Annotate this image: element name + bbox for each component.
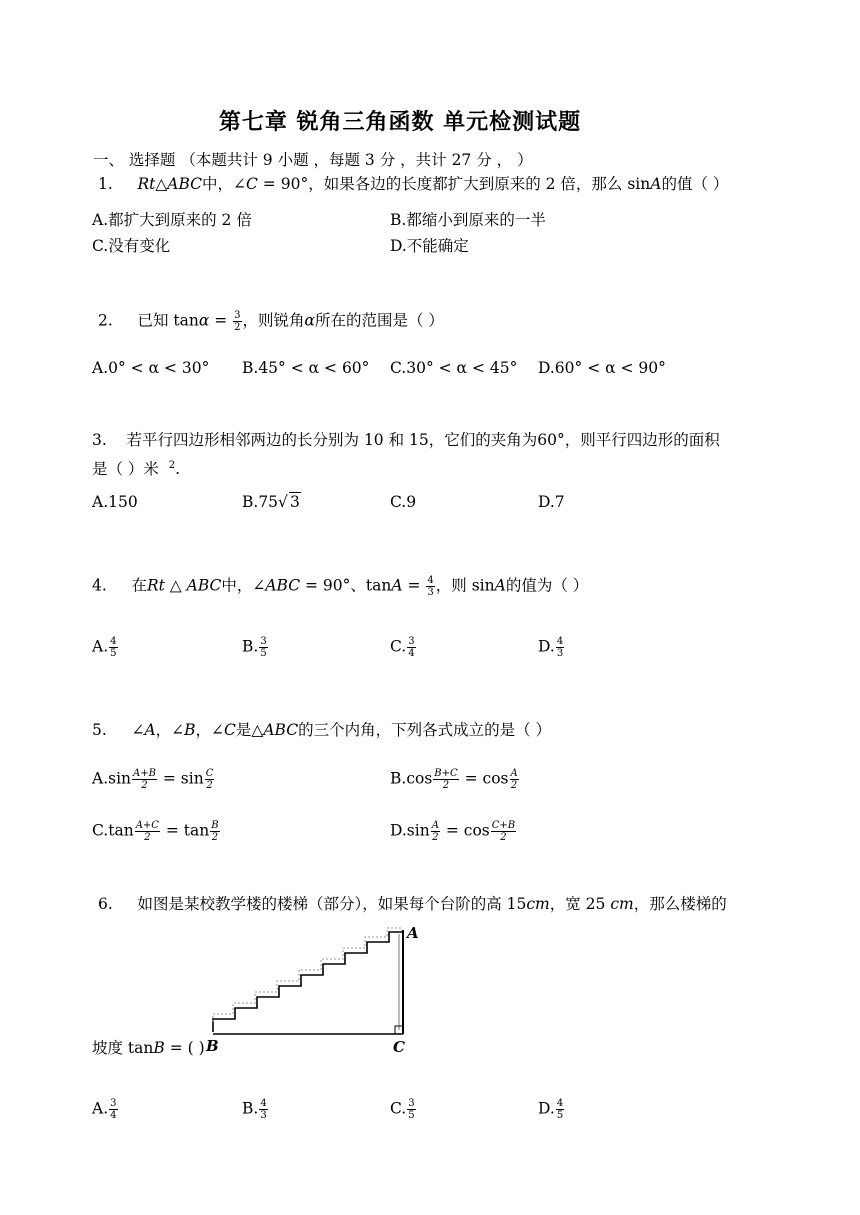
question-1-option-d[interactable]: D.不能确定 (390, 237, 469, 255)
question-3-stem-line-2: 是（ ）米 $^2$. (92, 460, 181, 479)
question-6-option-c[interactable]: C. $\frac{3}{5}$ (390, 1098, 415, 1121)
fraction: $\frac{4}{5}$ (556, 1098, 564, 1121)
fraction: $\frac{3}{4}$ (110, 1098, 117, 1121)
fraction: $\frac{A}{2}$ (431, 820, 439, 843)
question-5-option-d[interactable]: D.sin $\frac{A}{2}$ = cos $\frac{C+B}{2}$ (390, 820, 516, 843)
fraction: $\frac{4}{5}$ (110, 636, 117, 659)
question-3-option-c[interactable]: C.9 (390, 493, 417, 511)
question-4-option-d[interactable]: D. $\frac{4}{3}$ (538, 636, 564, 659)
sqrt-symbol: √ (278, 493, 288, 511)
section-header: 一、 选择题 （本题共计 9 小题 ，每题 3 分 ，共计 27 分 ， ） (93, 151, 533, 169)
question-2-option-a[interactable]: A.0° < α < 30° (92, 359, 210, 377)
fraction: $\frac{A+C}{2}$ (135, 820, 159, 843)
fraction: $\frac{C+B}{2}$ (491, 820, 516, 843)
question-1-option-c[interactable]: C.没有变化 (92, 237, 171, 255)
fraction: $\frac{B}{2}$ (211, 820, 219, 843)
question-6-option-b[interactable]: B. $\frac{4}{3}$ (242, 1098, 267, 1121)
question-3-option-b[interactable]: B.75√ 3 (242, 493, 300, 511)
question-2-stem: 2. 已知 tanα = $\frac{3}{2}$ ，则锐角α所在的范围是（ ） (98, 310, 444, 333)
fraction: $\frac{C}{2}$ (205, 768, 214, 791)
question-2-option-b[interactable]: B.45° < α < 60° (242, 359, 370, 377)
fraction: $\frac{4}{3}$ (427, 575, 434, 598)
fraction: $\frac{3}{5}$ (408, 1098, 415, 1121)
staircase-figure (205, 922, 420, 1057)
label-b: B (206, 1037, 219, 1055)
question-2-option-c[interactable]: C.30° < α < 45° (390, 359, 518, 377)
question-3-option-a[interactable]: A.150 (92, 493, 138, 511)
question-6-option-a[interactable]: A. $\frac{3}{4}$ (92, 1098, 117, 1121)
fraction: $\frac{4}{3}$ (556, 636, 564, 659)
label-c: C (393, 1038, 405, 1056)
question-4-option-c[interactable]: C. $\frac{3}{4}$ (390, 636, 415, 659)
question-1-option-a[interactable]: A.都扩大到原来的 2 倍 (92, 211, 252, 229)
fraction: $\frac{3}{2}$ (234, 310, 241, 333)
fraction: $\frac{3}{5}$ (260, 636, 267, 659)
fraction: $\frac{A}{2}$ (510, 768, 518, 791)
fraction: $\frac{B+C}{2}$ (434, 768, 458, 791)
question-4-option-b[interactable]: B. $\frac{3}{5}$ (242, 636, 267, 659)
fraction: $\frac{4}{3}$ (260, 1098, 267, 1121)
page-title: 第七章 锐角三角函数 单元检测试题 (218, 109, 582, 135)
question-6-stem-line-2: 坡度 tanB = ( ) (92, 1039, 205, 1057)
question-6-option-d[interactable]: D. $\frac{4}{5}$ (538, 1098, 564, 1121)
question-4-option-a[interactable]: A. $\frac{4}{5}$ (92, 636, 117, 659)
question-3-stem-line-1: 3. 若平行四边形相邻两边的长分别为 10 和 15，它们的夹角为60°，则平行四边形的面积 (92, 431, 720, 449)
question-1-option-b[interactable]: B.都缩小到原来的一半 (390, 211, 546, 229)
question-5-option-c[interactable]: C.tan $\frac{A+C}{2}$ = tan $\frac{B}{2}$ (92, 820, 219, 843)
stair-steps (213, 928, 403, 1032)
question-1-stem: 1. Rt△ABC中，∠C = 90°，如果各边的长度都扩大到原来的 2 倍，那么 sinA的值（ ） (98, 175, 729, 193)
fraction: $\frac{A+B}{2}$ (133, 768, 156, 791)
label-a: A (407, 924, 419, 942)
question-5-stem: 5. ∠A，∠B，∠C是△ABC的三个内角，下列各式成立的是（ ） (92, 721, 551, 739)
question-4-stem: 4. 在Rt △ ABC中，∠ABC = 90°、tanA = $\frac{4}{3}$ ，则 sinA的值为（ ） (92, 575, 589, 598)
question-3-option-d[interactable]: D.7 (538, 493, 565, 511)
question-5-option-b[interactable]: B.cos $\frac{B+C}{2}$ = cos $\frac{A}{2}$ (390, 768, 518, 791)
question-2-option-d[interactable]: D.60° < α < 90° (538, 359, 666, 377)
question-5-option-a[interactable]: A.sin $\frac{A+B}{2}$ = sin $\frac{C}{2}$ (92, 768, 214, 791)
fraction: $\frac{3}{4}$ (408, 636, 415, 659)
question-6-stem: 6. 如图是某校教学楼的楼梯（部分），如果每个台阶的高 15cm，宽 25 cm，那么楼梯的 (98, 895, 727, 913)
